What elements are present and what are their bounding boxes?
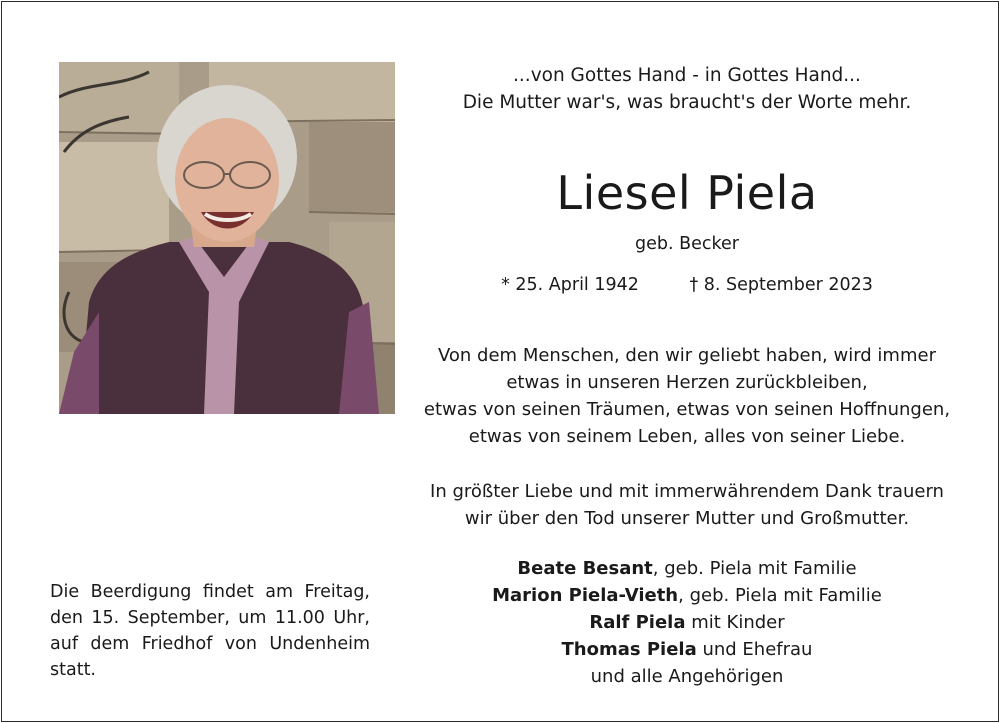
- quote-line: Von dem Menschen, den wir geliebt haben, wird immer: [438, 345, 936, 366]
- mourner-name: Thomas Piela: [561, 639, 697, 660]
- mourner-detail: mit Kinder: [685, 612, 785, 633]
- death-date: † 8. September 2023: [689, 275, 873, 295]
- quote-line: etwas in unseren Herzen zurückbleiben,: [506, 372, 868, 393]
- mourner-entry: [407, 582, 967, 609]
- mourner-detail: und Ehefrau: [696, 639, 813, 660]
- funeral-info: [50, 579, 370, 683]
- mourning-statement: [407, 478, 967, 532]
- motto-line: ...von Gottes Hand - in Gottes Hand...: [513, 65, 861, 86]
- mourner-entry: [407, 555, 967, 582]
- portrait-photo: [59, 62, 395, 414]
- funeral-line: auf dem Friedhof von Undenheim: [50, 634, 370, 654]
- birth-date: * 25. April 1942: [501, 275, 639, 295]
- statement-line: In größter Liebe und mit immerwährendem Dank trauern: [430, 481, 944, 502]
- statement-line: wir über den Tod unserer Mutter und Großmutter.: [464, 508, 910, 529]
- deceased-name: Liesel Piela: [556, 166, 818, 220]
- motto: [422, 62, 952, 116]
- mourner-entry: [407, 609, 967, 636]
- motto-line: Die Mutter war's, was braucht's der Worte mehr.: [462, 92, 912, 113]
- quote-line: etwas von seinem Leben, alles von seiner Liebe.: [468, 426, 906, 447]
- mourner-name: Ralf Piela: [589, 612, 686, 633]
- maiden-name: geb. Becker: [635, 234, 739, 254]
- obituary-notice: [1, 1, 999, 722]
- mourner-entry: [407, 636, 967, 663]
- mourner-name: Marion Piela-Vieth: [492, 585, 679, 606]
- mourners-list: [407, 555, 967, 690]
- mourner-detail: und alle Angehörigen: [590, 666, 784, 687]
- funeral-line: statt.: [50, 660, 96, 680]
- quote-line: etwas von seinen Träumen, etwas von seinen Hoffnungen,: [423, 399, 951, 420]
- funeral-line: Die Beerdigung findet am Freitag,: [50, 582, 370, 602]
- life-dates: [422, 273, 952, 297]
- funeral-line: den 15. September, um 11.00 Uhr,: [50, 608, 370, 628]
- memorial-quote: [407, 342, 967, 450]
- mourner-entry: [407, 663, 967, 690]
- mourner-detail: , geb. Piela mit Familie: [652, 558, 857, 579]
- mourner-detail: , geb. Piela mit Familie: [678, 585, 882, 606]
- mourner-name: Beate Besant: [517, 558, 653, 579]
